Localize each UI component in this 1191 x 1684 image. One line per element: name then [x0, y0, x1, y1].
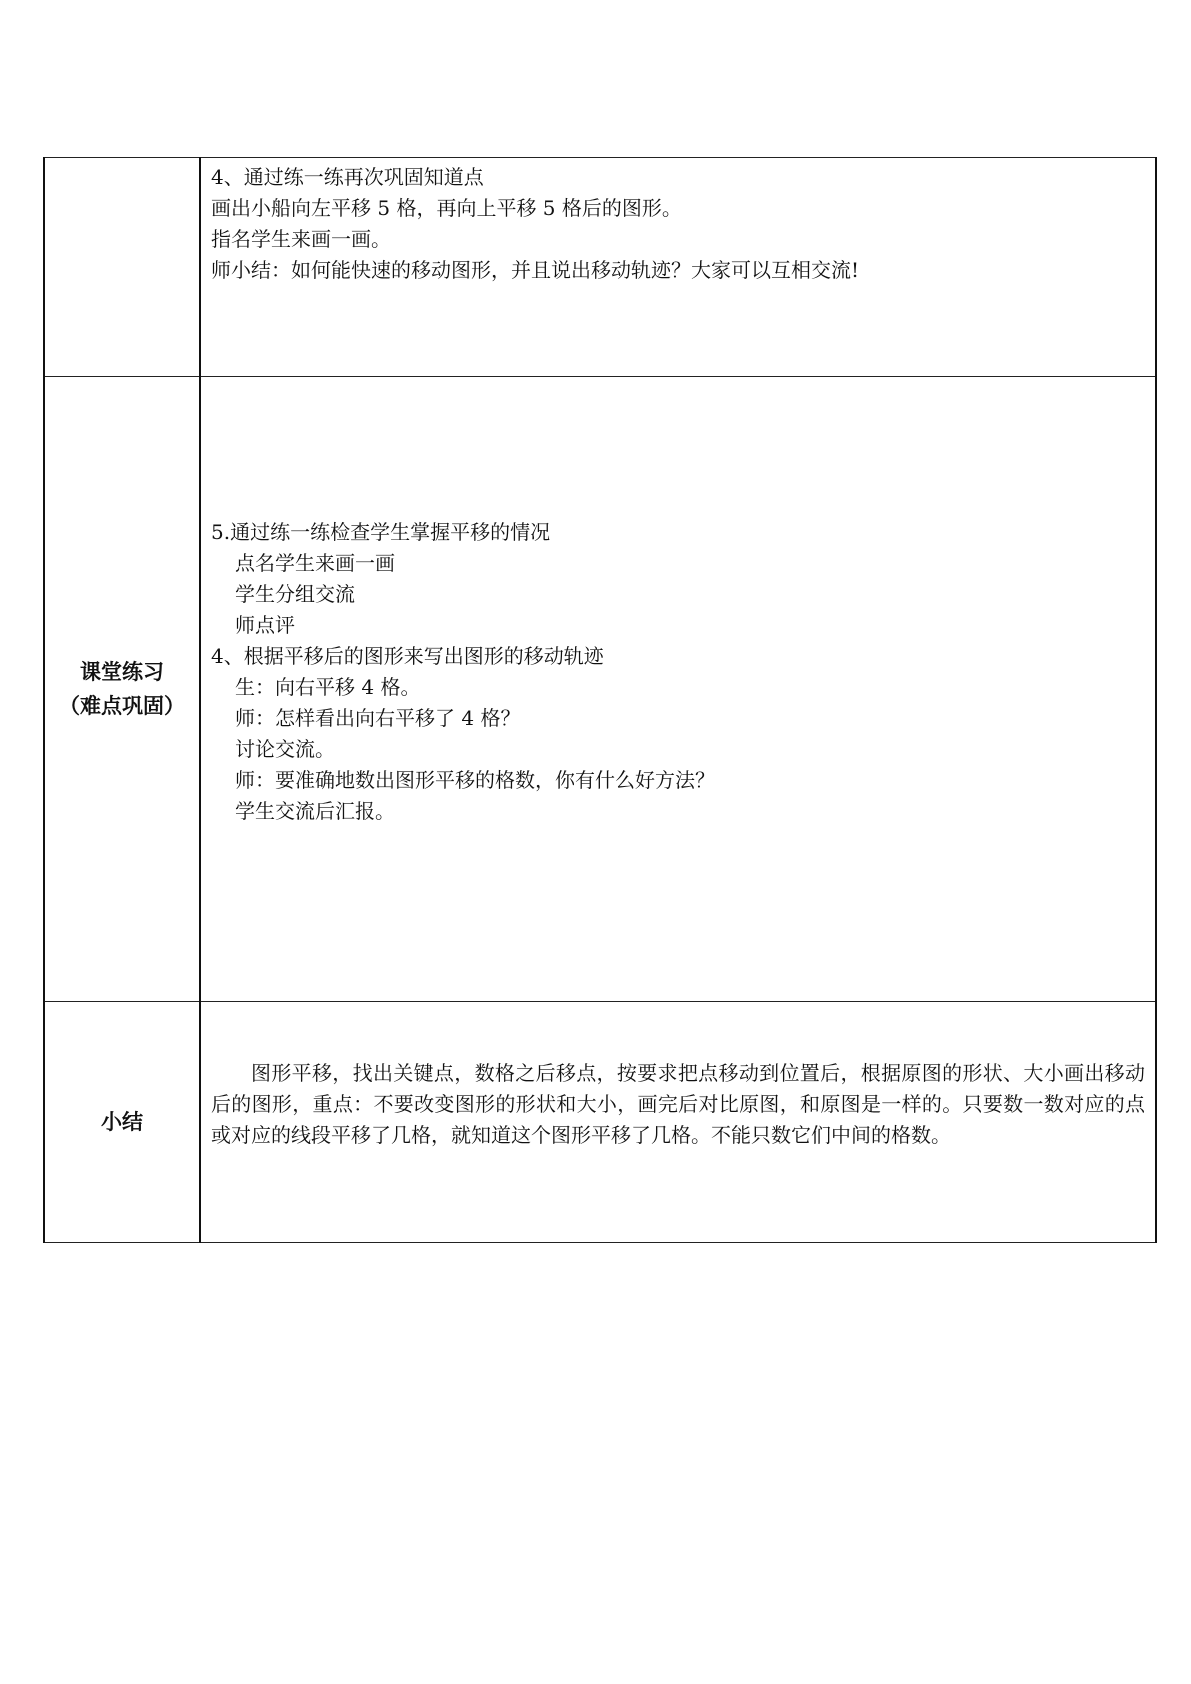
practice-line: 师点评 [235, 613, 295, 637]
summary-cell [200, 1002, 1156, 1243]
summary-paragraph: 图形平移，找出关键点，数格之后移点，按要求把点移动到位置后，根据原图的形状、大小画出移动后的图形，重点：不要改变图形的形状和大小，画完后对比原图，和原图是一样的。只要数一数对应的点或对应的线段平移了几格，就知道这个图形平移了几格。不能只数它们中间的格数。 [211, 1061, 1145, 1147]
practice-heading: 4、根据平移后的图形来写出图形的移动轨迹 [211, 644, 604, 668]
practice-line: 学生分组交流 [235, 582, 355, 606]
table-row [44, 377, 1156, 1002]
activity-line: 指名学生来画一画。 [211, 227, 391, 251]
practice-cell [200, 377, 1156, 1002]
practice-heading: 5.通过练一练检查学生掌握平移的情况 [211, 520, 551, 544]
teacher-summary-line: 师小结：如何能快速的移动图形，并且说出移动轨迹？大家可以互相交流! [211, 258, 860, 282]
lesson-plan-table [43, 157, 1157, 1243]
practice-line: 师：怎样看出向右平移了 4 格？ [235, 706, 521, 730]
activity-line: 画出小船向左平移 5 格，再向上平移 5 格后的图形。 [211, 196, 682, 220]
row-label-practice [44, 377, 200, 1002]
practice-line: 讨论交流。 [235, 737, 335, 761]
practice-sublabel: （难点巩固） [59, 694, 185, 718]
practice-line: 生：向右平移 4 格。 [235, 675, 421, 699]
activity-heading: 4、通过练一练再次巩固知道点 [211, 165, 484, 189]
activity-cell [200, 158, 1156, 377]
practice-line: 点名学生来画一画 [235, 551, 395, 575]
practice-label: 课堂练习 [80, 660, 164, 684]
table-row [44, 1002, 1156, 1243]
row-label-summary: 小结 [44, 1002, 200, 1243]
row-label-empty [44, 158, 200, 377]
practice-line: 师：要准确地数出图形平移的格数，你有什么好方法？ [235, 768, 715, 792]
table-row [44, 158, 1156, 377]
practice-line: 学生交流后汇报。 [235, 799, 395, 823]
